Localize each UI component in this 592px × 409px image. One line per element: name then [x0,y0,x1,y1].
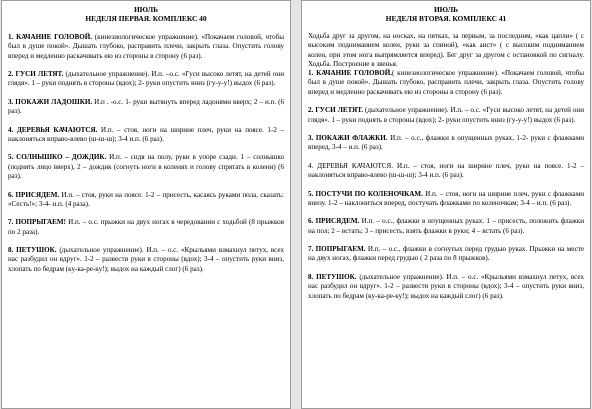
right-month-heading: ИЮЛЬ [433,5,459,14]
exercise-text: (дыхательное упражнение). И.п. –о.с. «Гуси высоко летят, на детей они глядя». 1 – руки поднять в стороны (вдох); 2- руки опустить вниз (гу-у-у!) выдох (6 раз). [8,70,284,88]
exercise-title: 8. ПЕТУШОК. [8,246,57,255]
exercise-item [308,134,584,153]
left-month-heading: ИЮЛЬ [133,5,159,14]
exercise-title: 3. ПОКАЖИ ФЛАЖКИ. [308,134,388,143]
exercise-title: 4. ДЕРЕВЬЯ КАЧАЮТСЯ. [8,125,98,134]
exercise-text: И.п. – стоя, руки на поясе. 1-2 – присесть, касаясь руками пола, сказать: «Сесть!»; 3-4- и.п. (4 раза). [8,190,284,208]
exercise-text: И.п. – стоя, ноги на ширине плеч, руки с флажками внизу. 1-2 – наклониться вперед, постучать флажками по коленочкам; 3-4 – и.п. (6 раз). [308,189,584,207]
exercise-title: 1. КАЧАНИЕ ГОЛОВОЙ. [8,33,93,41]
exercise-title: 3. ПОКАЖИ ЛАДОШКИ. [8,97,93,106]
exercise-item [308,190,584,209]
exercise-item [308,69,584,97]
exercise-title: 4. ДЕРЕВЬЯ КАЧАЮТСЯ. [308,161,394,170]
exercise-item [8,33,284,61]
exercise-text: И.п. – о.с. прыжки на двух ногах в чередовании с ходьбой (8 прыжков по 2 раза). [8,218,284,236]
exercise-text: (кинезиологическое упражнение). «Покачаем головой, чтобы был в душе покой». Дышать глубоко, расправить плечи, закрыть глаза. Опустить голову вперед и медленно раскачивать ею из стороны в сторону (6 раз). [8,33,285,60]
left-week-heading: НЕДЕЛЯ ПЕРВАЯ. КОМПЛЕКС 40 [85,14,207,23]
right-exercise-list [308,32,584,301]
right-page [301,0,591,409]
exercise-item [308,162,584,181]
exercise-item [308,273,584,301]
exercise-item [8,70,284,89]
exercise-item [308,217,584,236]
exercise-item [308,106,584,125]
right-week-heading: НЕДЕЛЯ ВТОРАЯ. КОМПЛЕКС 41 [385,14,507,23]
exercise-item [8,191,284,210]
exercise-title: 7. ПОПРЫГАЕМ. [308,245,366,254]
exercise-title: 2. ГУСИ ЛЕТЯТ. [308,106,364,115]
exercise-title: 6. ПРИСЯДЕМ. [308,217,360,226]
exercise-title: 1. КАЧАНИЕ ГОЛОВОЙ. [308,69,393,78]
exercise-text: И.п. – о.с., флажки в опущенных руках, 1-2- руки с флажками вперед, 3-4 – и.п. (6 раз). [308,134,584,152]
left-exercise-list [8,33,284,274]
exercise-text: И.п. – стоя, ноги на ширине плеч, руки на поясе. 1-2 – наклоняться вправо-влево (ш-ш-ш); 3-4 и.п. (6 раз). [8,125,284,143]
exercise-text: И.п. – стоя, ноги на ширине плеч, руки на поясе. 1-2 – наклоняться вправо-влево (ш-ш-ш); 3-4 и.п. (6 раз). [308,161,584,180]
exercise-text: И.п. – сидя на полу, руки в упоре сзади. 1 – солнышко (поднять лицо вверх), 2 – дождик (согнуть ноги в коленях и голову спрятать в колени) (6 раз). [8,153,284,181]
exercise-item [8,246,284,274]
exercise-item [8,218,284,237]
exercise-item [8,153,284,181]
exercise-item [308,245,584,264]
exercise-item [8,98,284,117]
exercise-text: (дыхательное упражнение). И.п. – о.с. «Гуси высоко летят, на детей они глядя». 1 – руки поднять в стороны (вдох); 2- руки опустить вниз (гу-у-у!) выдох (6 раз). [308,106,585,124]
exercise-text: И.п . -о.с. 1- руки вытянуть вперед ладонями вверх; 2 – и.п. (6 раз). [8,97,284,116]
exercise-title: 2. ГУСИ ЛЕТЯТ. [8,70,64,79]
warmup-intro: Ходьба друг за другом, на носках, на пятках, за первым, за последним, «как цапли» ( с высоким подниманием колен, руки за спиной), «как аист» ( с высоким подниманием колен, при этом нога выпрямляется вперед). Бег друг за другом с остановкой по сигналу. Ходьба. Построение в звенья. [308,32,584,68]
exercise-title: 7. ПОПРЫГАЕМ! [8,218,66,227]
exercise-item [8,126,284,145]
exercise-title: 5. ПОСТУЧИ ПО КОЛЕНОЧКАМ. [308,189,423,198]
exercise-title: 8. ПЕТУШОК. [308,272,357,281]
exercise-text: ( кинезиологическое упражнение). «Покачаем головой, чтобы был в душе покой». Дышать глубоко, расправить плечи, закрыть глаза. Опустить голову вперед и медленно раскачивать ею из стороны в сторону (6 раз). [308,69,585,96]
exercise-title: 5. СОЛНЫШКО – ДОЖДИК. [8,153,107,162]
exercise-title: 6. ПРИСЯДЕМ. [8,190,60,199]
exercise-text: (дыхательное упражнение). И.п. – о.с. «Крыльями взмахнул петух, всех нас разбудил он вдруг». 1-2 – развести руки в стороны (вдох); 3-4 – опустить руки вниз, хлопать по бедрам (ку-ка-ре-ку!); выдох на каждый слог) (6 раз). [8,246,285,273]
exercise-text: (дыхательное упражнение). И.п. – о.с. «Крыльями взмахнул петух, всех нас разбудил он вдруг». 1-2 – развести руки в стороны (вдох); 3-4 – опустить руки вниз, хлопать по бедрам (ку-ка-ре-ку!); выдох на каждый слог) (6 раз). [308,272,585,300]
exercise-text: И.п. – о.с., флажки в согнутых перед грудью руках. Прыжки на месте на двух ногах, флажки перед грудью ( 2 раза по 8 прыжков). [308,245,584,263]
exercise-text: И.п. – о.с., флажки в опущенных руках. 1 – присесть, положить флажки на пол; 2 – встать; 3 – присесть, взять флажки в руки; 4 – встать (6 раз). [308,217,584,235]
left-page [1,0,291,409]
